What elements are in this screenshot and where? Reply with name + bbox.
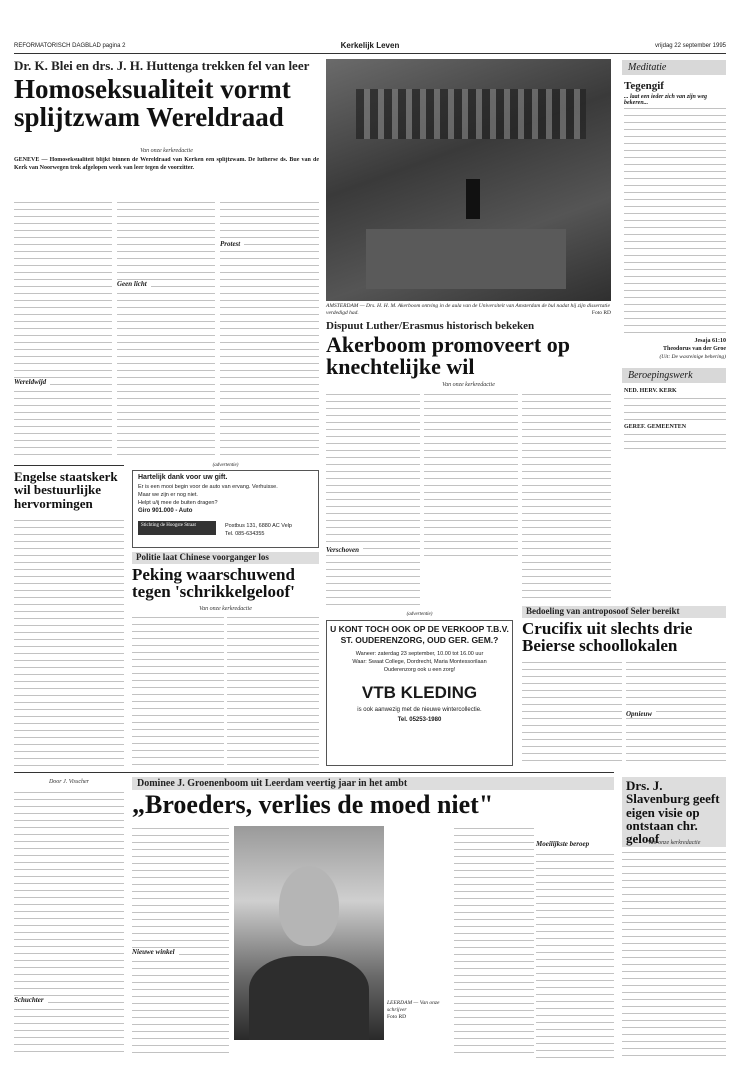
ad1-logo (138, 521, 216, 535)
photo-standing-figure (466, 179, 480, 219)
main-sub-wereldwijd: Wereldwijd (14, 378, 50, 386)
akerboom-headline: Akerboom promoveert op knechtelijke wil (326, 332, 570, 380)
main-kicker: Dr. K. Blei en drs. J. H. Huttenga trekken fel van leer (14, 58, 310, 73)
antroposoof-col-1 (522, 660, 622, 766)
main-col-3-text (220, 200, 319, 460)
beroepingswerk-body-2 (624, 432, 726, 452)
ad2-line5: Ouderenzorg ook u een zorg! (383, 667, 456, 673)
masthead (14, 40, 726, 54)
meditatie-author-note: (Uit: De wasreinige behering) (659, 354, 726, 360)
ad1-addr1: Postbus 131, 6880 AC Velp (225, 523, 292, 529)
peking-headline: Peking waarschuwend tegen 'schrikkelgeloof' (132, 565, 295, 602)
beroepingswerk-sec2: GEREF. GEMEENTEN (624, 424, 687, 430)
akerboom-kicker: Dispuut Luther/Erasmus historisch bekeken (326, 320, 535, 332)
akerboom-byline: Van onze kerkredactie (442, 382, 495, 388)
masthead-date: vrijdag 22 september 1995 (654, 43, 726, 49)
photo-credit: Foto RD (591, 309, 611, 316)
meditatie-body (624, 106, 726, 336)
ad2-line6: is ook aanwezig met de nieuwe wintercollectie. (357, 707, 482, 713)
ad2-line4: Waar: Swaat College, Dordrecht, Maria Montessorilaan (352, 659, 487, 665)
ad2-line3: Waneer: zaterdag 23 september, 10.00 tot 16.00 uur (355, 651, 484, 657)
ad1-line1: Er is een mooi begin voor de auto van ervang. Verhuisse. (138, 484, 278, 490)
akerboom-col-2 (424, 392, 518, 562)
main-byline: Van onze kerkredactie (140, 148, 193, 154)
ad1-title: Hartelijk dank voor uw gift. (138, 474, 228, 481)
slavenburg-headline: Drs. J. Slavenburg geeft eigen visie op ontstaan chr. geloof (622, 777, 726, 847)
groenenboom-byline: Door J. Visscher (48, 779, 90, 785)
peking-col-2-text (227, 615, 319, 765)
groenenboom-col-4 (536, 852, 614, 1058)
akerboom-col-2-text (424, 392, 518, 562)
engelse-headline: Engelse staatskerk wil bestuurlijke hervormingen (14, 469, 118, 511)
meditatie-text (624, 106, 726, 336)
groenenboom-sub-nieuwe-winkel: Nieuwe winkel (132, 948, 179, 956)
photo-foreground (366, 229, 566, 289)
antroposoof-sub-opnieuw: Opnieuw (626, 710, 656, 718)
engelse-text (14, 518, 124, 768)
masthead-left: REFORMATORISCH DAGBLAD pagina 2 (14, 43, 126, 49)
groenenboom-sub-beroep: Moeilijkste beroep (536, 840, 593, 848)
main-col-2-text (117, 200, 215, 460)
peking-kicker: Politie laat Chinese voorganger los (132, 552, 319, 564)
ad2-line1: U KONT TOCH OOK OP DE VERKOOP T.B.V. (330, 624, 509, 634)
groenenboom-credit: Foto RD (387, 1013, 407, 1020)
groenenboom-col-2 (132, 826, 229, 1058)
ad2-brand: VTB KLEDING (361, 683, 478, 702)
main-lead: GENÈVE — Homoseksualiteit blijkt binnen de Wereldraad van Kerken een splijtzwam. De lutherse ds. Bue van de Kerk van Noorwegen trok afgelopen week van leer tegen de voorzitter. (14, 157, 319, 171)
ad1-tag: (advertentie) (212, 463, 239, 468)
beroepingswerk-sec1: NED. HERV. KERK (624, 388, 677, 394)
groenenboom-col-4-text (536, 852, 614, 1058)
ad2-tag: (advertentie) (406, 612, 433, 617)
promotion-photo (326, 59, 611, 301)
groenenboom-kicker: Dominee J. Groenenboom uit Leerdam veertig jaar in het ambt (132, 777, 614, 790)
peking-col-1 (132, 615, 224, 765)
groenenboom-col-3 (454, 826, 534, 1058)
main-col-3 (220, 200, 319, 460)
akerboom-col-1-text (326, 392, 420, 610)
groenenboom-caption-text: LEERDAM — Van onze schrijver (387, 1000, 440, 1013)
main-sub-geenlicht: Geen licht (117, 280, 151, 288)
ad-box-1 (132, 470, 319, 548)
divider (14, 465, 124, 466)
akerboom-col-3 (522, 392, 611, 602)
ad1-logo-text: Stichting de Hoogste Straat (141, 523, 196, 528)
beroepingswerk-body-1 (624, 396, 726, 420)
groenenboom-col-1-text (14, 790, 124, 1058)
ad1-line2: Maar we zijn er nog niet. (138, 492, 198, 498)
photo-caption-text: AMSTERDAM — Drs. H. H. M. Akerboom ontving in de aula van de Universiteit van Amsterdam de bul nadat hij zijn dissertatie verdedigd had. (326, 303, 610, 316)
beroepingswerk-text-2 (624, 432, 726, 452)
akerboom-col-1 (326, 392, 420, 610)
groenenboom-col-2-text (132, 826, 229, 1058)
peking-byline: Van onze kerkredactie (199, 606, 252, 612)
ad1-addr2: Tel. 085-634355 (225, 531, 265, 537)
ad1-line3: Helpt u/ij mee de buiten dragen? (138, 500, 218, 506)
main-col-1-text (14, 200, 112, 460)
main-sub-protest: Protest (220, 240, 244, 248)
divider (14, 772, 614, 773)
peking-col-1-text (132, 615, 224, 765)
meditatie-label: Meditatie (622, 60, 726, 75)
peking-col-2 (227, 615, 319, 765)
portrait-body (249, 956, 369, 1040)
engelse-body (14, 518, 124, 768)
groenenboom-caption (387, 1000, 447, 1021)
groenenboom-portrait (234, 826, 384, 1040)
antroposoof-headline: Crucifix uit slechts drie Beierse schoollokalen (522, 619, 693, 656)
meditatie-title: Tegengif (624, 80, 664, 92)
ad2-line2: ST. OUDERENZORG, OUD GER. GEM.? (340, 635, 499, 645)
main-col-2 (117, 200, 215, 460)
slavenburg-body (622, 850, 726, 1058)
beroepingswerk-label: Beroepingswerk (622, 368, 726, 383)
antroposoof-kicker: Bedoeling van antroposoof Seler bereikt (522, 606, 726, 618)
photo-caption (326, 303, 611, 317)
groenenboom-col-1 (14, 790, 124, 1058)
ad1-giro: Giro 901.000 - Auto (138, 508, 193, 514)
groenenboom-col-3-text (454, 826, 534, 1058)
portrait-head (279, 866, 339, 946)
antroposoof-col-1-text (522, 660, 622, 766)
beroepingswerk-text-1 (624, 396, 726, 420)
groenenboom-sub-schuchter: Schuchter (14, 996, 48, 1004)
slavenburg-byline: Van onze kerkredactie (647, 840, 701, 846)
newspaper-page (14, 40, 726, 1058)
ad2-phone: Tel. 05253-1980 (397, 717, 442, 723)
groenenboom-headline: „Broeders, verlies de moed niet" (132, 790, 494, 819)
main-headline: Homoseksualiteit vormt splijtzwam Wereldraad (14, 74, 291, 132)
ad-box-2 (326, 620, 513, 766)
section-title: Kerkelijk Leven (340, 41, 400, 50)
meditatie-author: Theodorus van der Groe (663, 346, 726, 352)
main-col-1 (14, 200, 112, 460)
slavenburg-text (622, 850, 726, 1058)
meditatie-ref: Jesaja 61:10 (694, 338, 726, 344)
akerboom-sub-verschoven: Verschoven (326, 546, 363, 554)
meditatie-quote: ... laat een ieder zich van zijn weg bekeren... (624, 94, 707, 106)
photo-gallery-rows (356, 89, 586, 139)
akerboom-col-3-text (522, 392, 611, 602)
